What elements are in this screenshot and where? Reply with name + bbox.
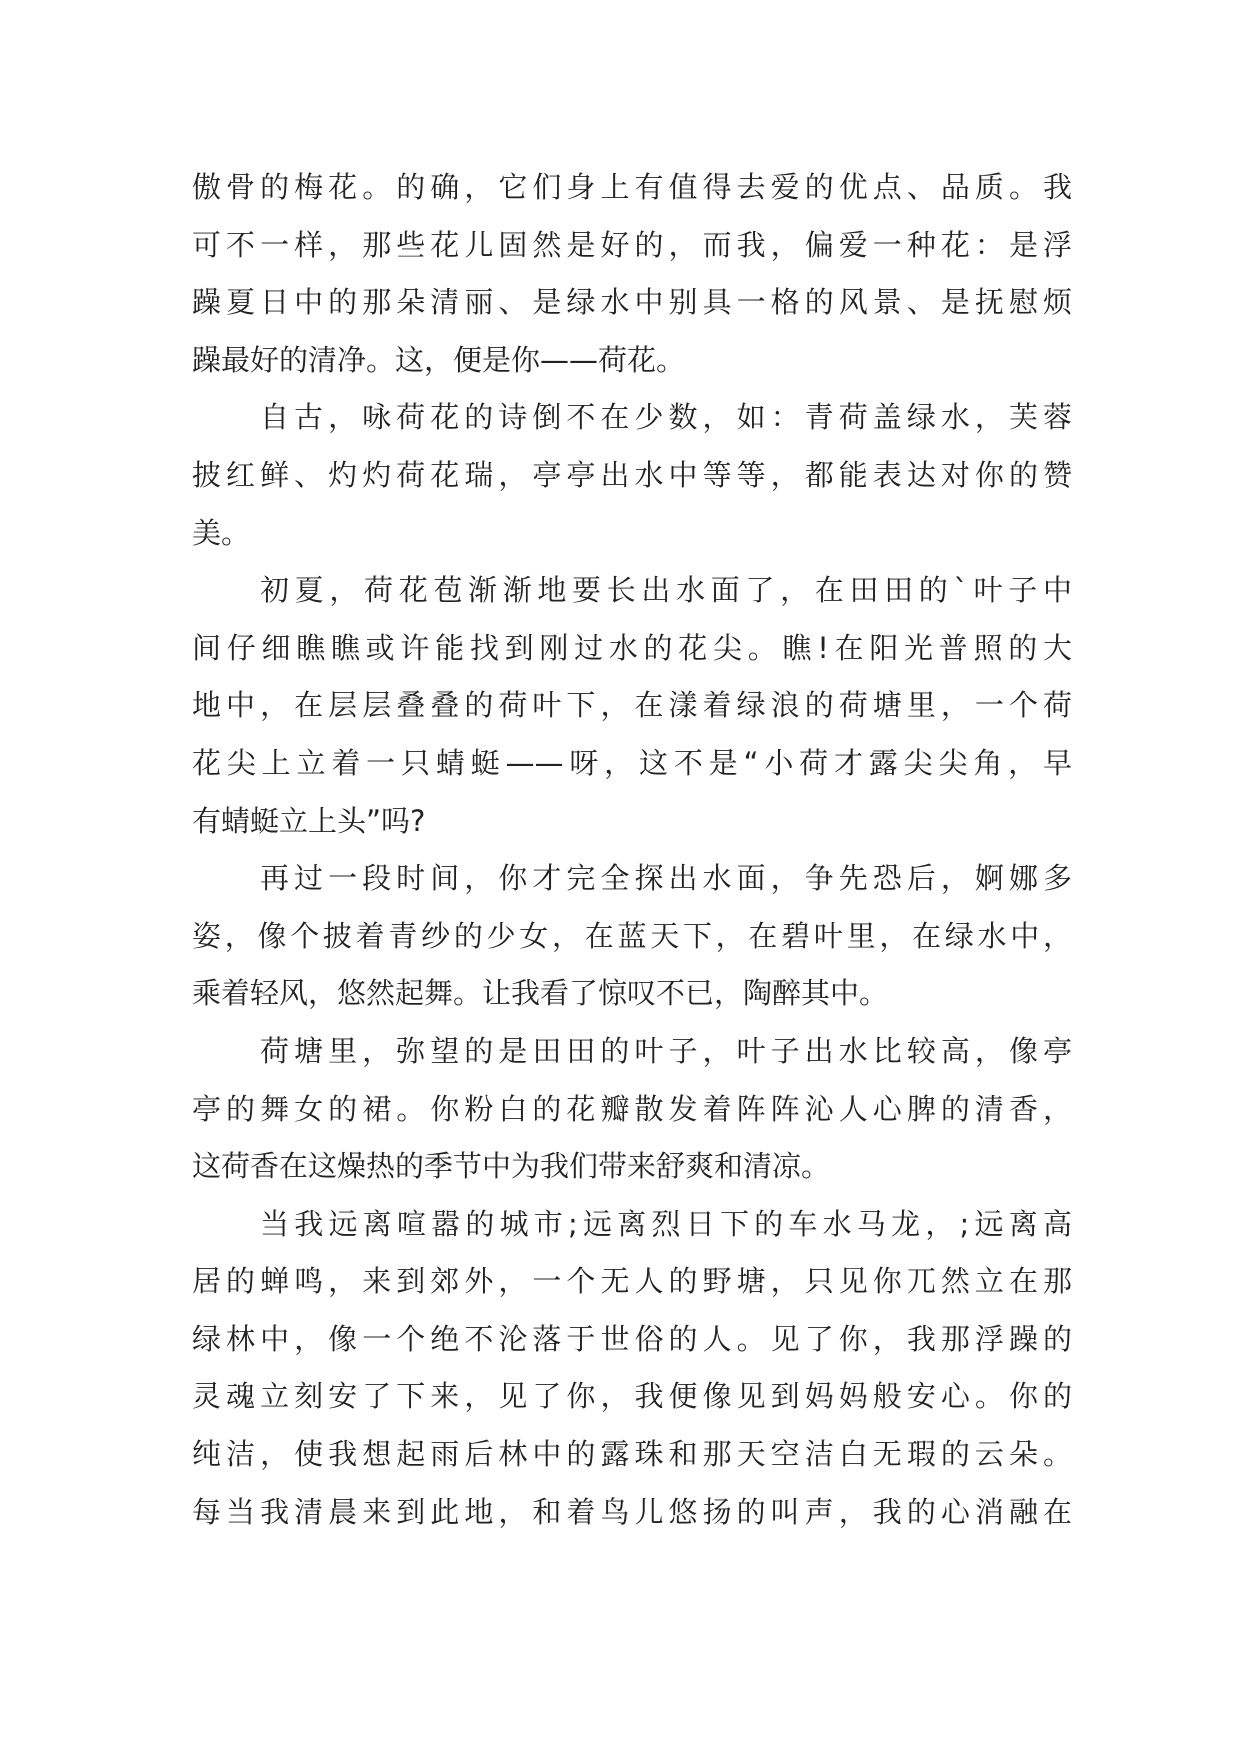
- text-line: 花尖上立着一只蜻蜓——呀，这不是“小荷才露尖尖角，早: [192, 745, 1072, 780]
- text-line: 这荷香在这燥热的季节中为我们带来舒爽和清凉。: [192, 1149, 831, 1184]
- text-line: 可不一样，那些花儿固然是好的，而我，偏爱一种花：是浮: [192, 227, 1072, 262]
- text-line: 姿，像个披着青纱的少女，在蓝天下，在碧叶里，在绿水中，: [192, 918, 1072, 953]
- text-line: 每当我清晨来到此地，和着鸟儿悠扬的叫声，我的心消融在: [192, 1494, 1072, 1529]
- text-line: 绿林中，像一个绝不沦落于世俗的人。见了你，我那浮躁的: [192, 1321, 1072, 1356]
- text-line: 傲骨的梅花。的确，它们身上有值得去爱的优点、品质。我: [192, 170, 1072, 204]
- text-line: 间仔细瞧瞧或许能找到刚过水的花尖。瞧!在阳光普照的大: [192, 630, 1072, 665]
- text-line: 居的蝉鸣，来到郊外，一个无人的野塘，只见你兀然立在那: [192, 1264, 1072, 1299]
- paragraph-first-line: 当我远离喧嚣的城市;远离烈日下的车水马龙，;远离高: [260, 1206, 1072, 1241]
- text-line: 躁最好的清净。这，便是你——荷花。: [192, 342, 686, 377]
- text-line: 地中，在层层叠叠的荷叶下，在漾着绿浪的荷塘里，一个荷: [192, 688, 1072, 723]
- text-line: 躁夏日中的那朵清丽、是绿水中别具一格的风景、是抚慰烦: [192, 285, 1072, 320]
- text-line: 灵魂立刻安了下来，见了你，我便像见到妈妈般安心。你的: [192, 1379, 1072, 1414]
- text-line: 披红鲜、灼灼荷花瑞，亭亭出水中等等，都能表达对你的赞: [192, 457, 1072, 492]
- paragraph-first-line: 再过一段时间，你才完全探出水面，争先恐后，婀娜多: [260, 861, 1072, 896]
- text-line: 有蜻蜓立上头”吗?: [192, 803, 426, 838]
- text-line: 纯洁，使我想起雨后林中的露珠和那天空洁白无瑕的云朵。: [192, 1437, 1072, 1472]
- text-line: 美。: [192, 515, 251, 550]
- paragraph-first-line: 初夏，荷花苞渐渐地要长出水面了，在田田的`叶子中: [260, 573, 1072, 608]
- paragraph-first-line: 自古，咏荷花的诗倒不在少数，如：青荷盖绿水，芙蓉: [260, 400, 1072, 435]
- essay-body: [192, 159, 1072, 1541]
- text-line: 亭的舞女的裙。你粉白的花瓣散发着阵阵沁人心脾的清香，: [192, 1091, 1072, 1126]
- text-line: 乘着轻风，悠然起舞。让我看了惊叹不已，陶醉其中。: [192, 976, 889, 1011]
- paragraph-first-line: 荷塘里，弥望的是田田的叶子，叶子出水比较高，像亭: [260, 1033, 1072, 1068]
